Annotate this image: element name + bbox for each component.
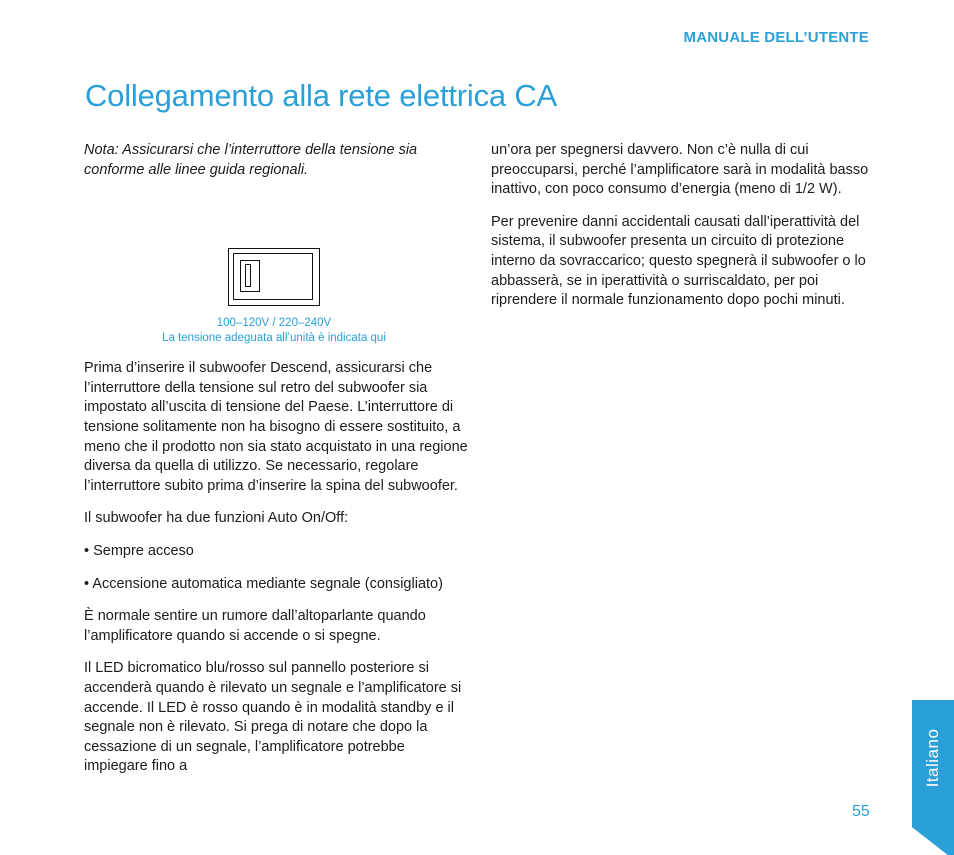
paragraph-voltage-switch: Prima d’inserire il subwoofer Descend, assicurarsi che l’interruttore della tensione sul retro del subwoofer sia impostato all’uscita di tensione del Paese. L’interruttore di tensione solitamente non ha bisogno di essere sostituito, a meno che il prodotto non sia stato acquistato in una regione diversa da quella di utilizzo. Se necessario, regolare l’interruttore subito prima d’inserire la spina del subwoofer. — [84, 360, 468, 494]
left-column — [84, 141, 469, 790]
figure-caption-voltage: 100–120V / 220–240V — [216, 317, 332, 330]
switch-frame — [233, 253, 313, 300]
list-item: • Accensione automatica mediante segnale (consigliato) — [84, 575, 443, 592]
list-item: • Sempre acceso — [84, 542, 194, 559]
manual-header-label: MANUALE DELL’UTENTE — [683, 29, 869, 46]
voltage-switch-illustration — [228, 248, 320, 306]
voltage-switch-figure — [84, 193, 469, 359]
language-tab-label: Italiano — [923, 728, 942, 788]
paragraph-standby: un’ora per spegnersi davvero. Non c’è nulla di cui preoccuparsi, perché l’amplificatore sarà in modalità basso inattivo, con poco consumo d’energia (meno di 1/2 W). — [491, 142, 869, 198]
right-column — [491, 141, 876, 324]
figure-caption-text: La tensione adeguata all’unità è indicata qui — [162, 332, 386, 345]
paragraph-protection: Per prevenire danni accidentali causati dall’iperattività del sistema, il subwoofer presenta un circuito di protezione interno da sovraccarico; questo spegnerà il subwoofer o lo abbasserà, se in iperattività o surriscaldato, per poi riprendere il normale funzionamento dopo pochi minuti. — [491, 213, 866, 309]
page-number: 55 — [852, 803, 870, 820]
voltage-note: Nota: Assicurarsi che l’interruttore della tensione sia conforme alle linee guida regionali. — [84, 142, 418, 178]
auto-on-off-list — [84, 542, 469, 594]
page-title: Collegamento alla rete elettrica CA — [85, 78, 558, 113]
paragraph-auto-on-off-intro: Il subwoofer ha due funzioni Auto On/Off: — [84, 510, 349, 527]
switch-slider-icon — [240, 260, 260, 292]
paragraph-led: Il LED bicromatico blu/rosso sul pannello posteriore si accenderà quando è rilevato un segnale e l’amplificatore si accende. Il LED è rosso quando è in modalità standby e il segnale non è rilevato. Si prega di notare che dopo la cessazione di un segnale, l’amplificatore potrebbe impiegare fino a — [84, 660, 462, 775]
paragraph-noise: È normale sentire un rumore dall’altoparlante quando l’amplificatore quando si accende o si spegne. — [84, 608, 426, 644]
